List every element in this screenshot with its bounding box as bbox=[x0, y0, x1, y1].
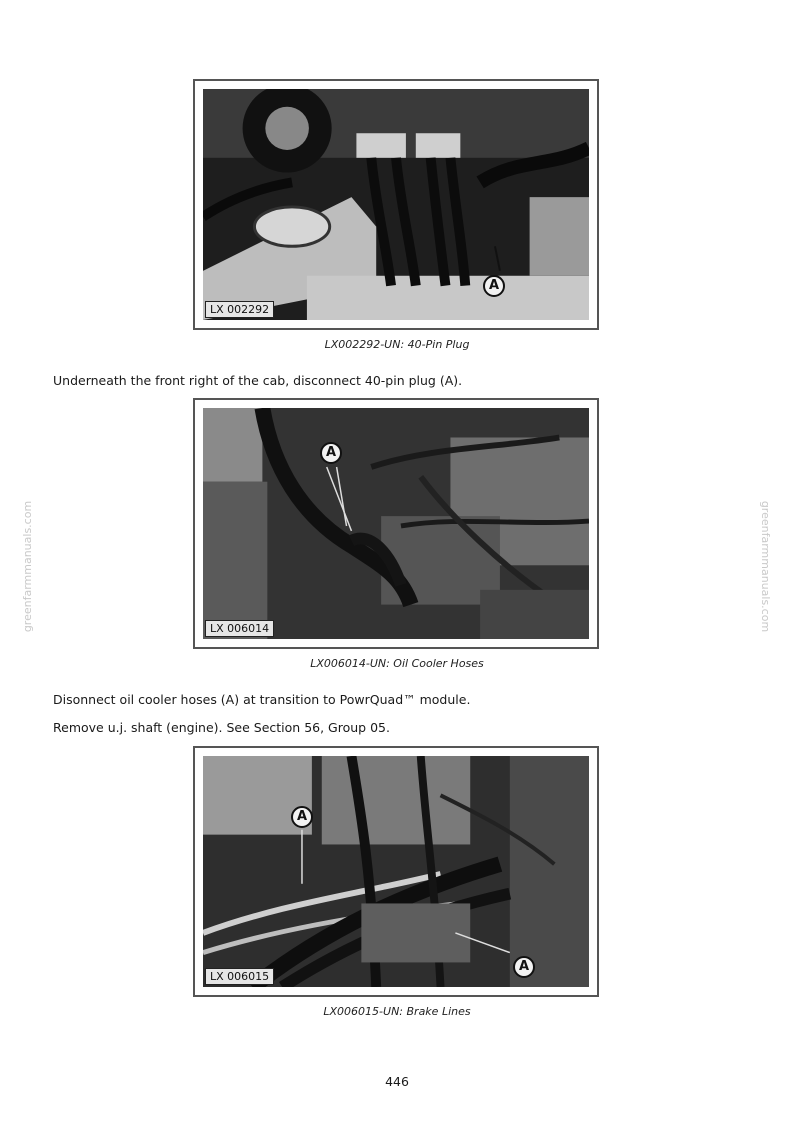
callout-a: A bbox=[483, 275, 505, 297]
watermark-right: greenfarmmanuals.com bbox=[759, 500, 773, 633]
instruction-paragraph: Disonnect oil cooler hoses (A) at transition to PowrQuad™ module. bbox=[53, 692, 471, 707]
photo-oil-cooler-hoses bbox=[203, 408, 589, 639]
figure-40-pin-plug bbox=[193, 79, 599, 330]
figure-oil-cooler-hoses bbox=[193, 398, 599, 649]
instruction-paragraph: Remove u.j. shaft (engine). See Section 56, Group 05. bbox=[53, 720, 390, 735]
figure-id-label: LX 006015 bbox=[205, 968, 274, 985]
instruction-paragraph: Underneath the front right of the cab, disconnect 40-pin plug (A). bbox=[53, 373, 463, 388]
figure-brake-lines bbox=[193, 746, 599, 997]
photo-brake-lines-drawing bbox=[203, 756, 589, 987]
figure-caption: LX006015-UN: Brake Lines bbox=[323, 1005, 471, 1018]
callout-a: A bbox=[513, 956, 535, 978]
photo-brake-lines bbox=[203, 756, 589, 987]
photo-40-pin-plug-drawing bbox=[203, 89, 589, 320]
figure-id-label: LX 006014 bbox=[205, 620, 274, 637]
photo-oil-cooler-hoses-drawing bbox=[203, 408, 589, 639]
figure-id-label: LX 002292 bbox=[205, 301, 274, 318]
callout-a: A bbox=[320, 442, 342, 464]
page-number: 446 bbox=[385, 1074, 409, 1089]
watermark-left: greenfarmmanuals.com bbox=[21, 500, 35, 633]
figure-caption: LX002292-UN: 40-Pin Plug bbox=[324, 338, 470, 351]
figure-caption: LX006014-UN: Oil Cooler Hoses bbox=[310, 657, 484, 670]
photo-40-pin-plug bbox=[203, 89, 589, 320]
callout-a: A bbox=[291, 806, 313, 828]
